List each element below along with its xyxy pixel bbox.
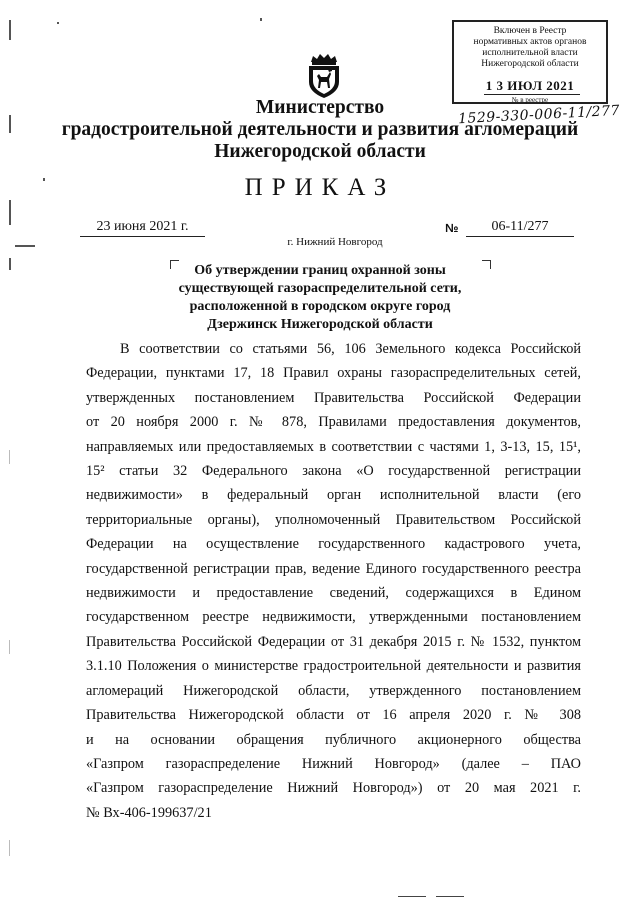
document-number: 06-11/277	[466, 219, 574, 237]
order-subject	[160, 262, 480, 334]
scan-bottom-line	[436, 896, 464, 897]
body-line: недвижимости» в федеральный орган исполнительной власти (его	[86, 487, 581, 504]
scan-dot	[260, 18, 262, 21]
body-line: «Газпром газораспределение Нижний Новгород» (далее – ПАО	[86, 755, 581, 772]
body-line: и на основании обращения публичного акционерного общества	[86, 731, 581, 748]
body-line: Правительства Нижегородской области от 16 апреля 2020 г. № 308	[86, 707, 581, 724]
subject-line: Дзержинск Нижегородской области	[207, 317, 433, 332]
ministry-name-line3: Нижегородской области	[214, 141, 426, 162]
document-city: г. Нижний Новгород	[287, 236, 383, 248]
scan-margin-mark	[9, 258, 11, 270]
stamp-line: Включен в Реестр	[493, 26, 567, 36]
registry-number-handwritten: 1529-330-006-11/277	[457, 102, 621, 128]
scan-margin-mark	[9, 450, 10, 464]
stamp-divider	[484, 94, 580, 95]
body-line: В соответствии со статьями 56, 106 Земельного кодекса Российской	[120, 341, 581, 357]
body-line: направляемых или предоставляемых в соответствии с частями 1, 3-13, 15, 15¹,	[86, 438, 581, 455]
body-line: от 20 ноября 2000 г. № 878, Правилами предоставления документов,	[86, 414, 581, 431]
body-line: № Вх-406-199637/21	[86, 804, 212, 821]
body-line: 15² статьи 32 Федерального закона «О государственной регистрации	[86, 463, 581, 480]
stamp-registry-label: № в реестре	[511, 96, 549, 104]
document-type-title: ПРИКАЗ	[244, 174, 396, 201]
stamp-line: Нижегородской области	[481, 59, 579, 69]
stamp-date: 1 3 ИЮЛ 2021	[485, 78, 575, 93]
body-line: Федерации, пунктами 17, 18 Правил охраны газораспределительных сетей,	[86, 365, 581, 382]
document-date: 23 июня 2021 г.	[80, 219, 205, 237]
scan-margin-mark	[9, 200, 11, 225]
scan-margin-mark	[9, 840, 10, 856]
scan-dot	[57, 22, 59, 24]
scan-margin-mark	[15, 245, 35, 247]
body-line: государственной регистрации прав, ведение Единого государственного реестра	[86, 560, 581, 577]
scan-margin-mark	[9, 115, 11, 133]
ministry-name-line1: Министерство	[255, 97, 385, 118]
scan-margin-mark	[9, 640, 10, 654]
number-sign: №	[445, 221, 459, 235]
body-line: территориальные органы), уполномоченный Правительством Российской	[86, 511, 581, 528]
body-line: агломераций Нижегородской области, утвержденного постановлением	[86, 682, 581, 699]
body-line: «Газпром газораспределение Нижний Новгород») от 20 мая 2021 г.	[86, 780, 581, 797]
body-line: утвержденных постановлением Правительства Российской Федерации	[86, 389, 581, 406]
body-line: Правительства Российской Федерации от 31 декабря 2015 г. № 1532, пунктом	[86, 633, 581, 650]
subject-line: существующей газораспределительной сети,	[178, 281, 462, 296]
body-line: недвижимости и предоставление сведений, содержащихся в Едином	[86, 585, 581, 602]
ministry-name-line2: градостроительной деятельности и развития агломераций	[61, 119, 579, 140]
scan-dot	[43, 178, 45, 181]
scan-bottom-line	[398, 896, 426, 897]
stamp-line: нормативных актов органов	[473, 37, 587, 47]
subject-line: Об утверждении границ охранной зоны	[194, 263, 446, 278]
body-line: Федерации на осуществление государственного кадастрового учета,	[86, 536, 581, 553]
body-line: государственном реестре недвижимости, утвержденными постановлением	[86, 609, 581, 626]
preamble-paragraph	[86, 337, 581, 825]
body-line: 3.1.10 Положения о министерстве градостроительной деятельности и развития	[86, 658, 581, 675]
subject-corner-right	[482, 260, 491, 269]
registry-stamp	[452, 20, 608, 104]
stamp-line: исполнительной власти	[482, 48, 578, 58]
subject-line: расположенной в городском округе город	[189, 299, 451, 314]
scan-margin-mark	[9, 20, 11, 40]
